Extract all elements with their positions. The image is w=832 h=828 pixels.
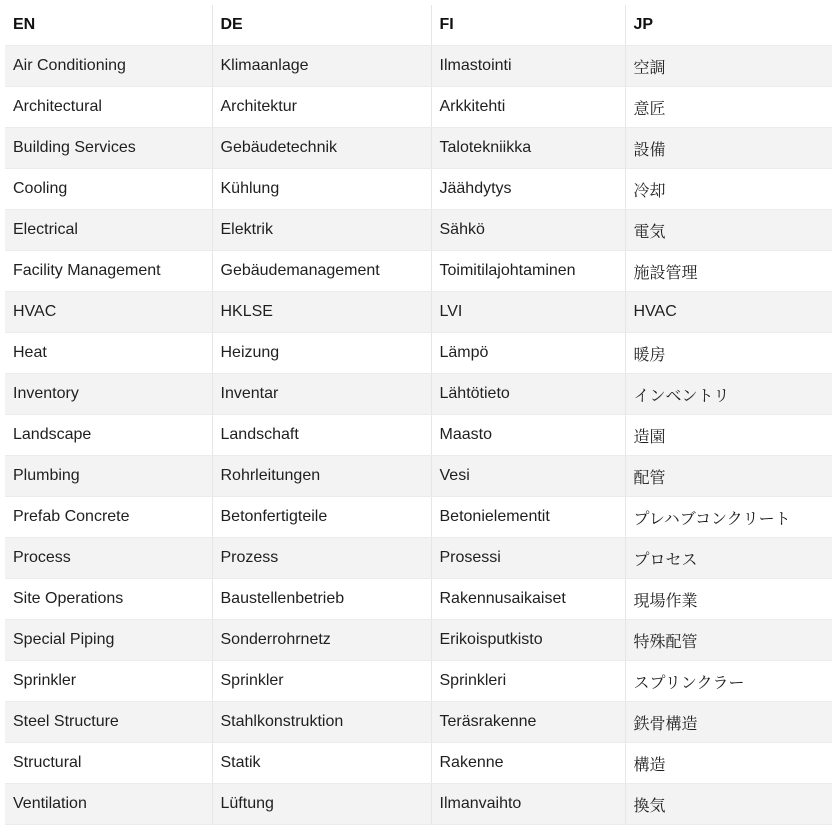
table-cell-de: Architektur	[212, 87, 431, 128]
table-row	[5, 702, 832, 743]
table-cell-fi: Maasto	[431, 415, 625, 456]
table-row	[5, 456, 832, 497]
table-row	[5, 128, 832, 169]
table-cell-en: Ventilation	[5, 784, 212, 825]
table-row	[5, 620, 832, 661]
table-row	[5, 251, 832, 292]
table-row	[5, 210, 832, 251]
table-cell-de: Kühlung	[212, 169, 431, 210]
column-header-fi: FI	[431, 5, 625, 46]
table-cell-jp: インベントリ	[625, 374, 832, 415]
table-cell-de: Betonfertigteile	[212, 497, 431, 538]
table-cell-jp: 設備	[625, 128, 832, 169]
table-cell-fi: Toimitilajohtaminen	[431, 251, 625, 292]
table-row	[5, 46, 832, 87]
table-cell-en: Plumbing	[5, 456, 212, 497]
table-row	[5, 292, 832, 333]
table-cell-de: Gebäudemanagement	[212, 251, 431, 292]
table-row	[5, 87, 832, 128]
table-cell-en: Structural	[5, 743, 212, 784]
table-cell-fi: Erikoisputkisto	[431, 620, 625, 661]
table-row	[5, 169, 832, 210]
table-cell-en: Prefab Concrete	[5, 497, 212, 538]
table-cell-de: Prozess	[212, 538, 431, 579]
table-cell-en: Steel Structure	[5, 702, 212, 743]
table-cell-en: Facility Management	[5, 251, 212, 292]
table-cell-en: Site Operations	[5, 579, 212, 620]
header-row	[5, 5, 832, 46]
table-cell-fi: LVI	[431, 292, 625, 333]
column-header-en: EN	[5, 5, 212, 46]
table-cell-fi: Talotekniikka	[431, 128, 625, 169]
table-cell-fi: Rakenne	[431, 743, 625, 784]
table-cell-jp: プレハブコンクリート	[625, 497, 832, 538]
table-cell-en: Building Services	[5, 128, 212, 169]
table-cell-de: Inventar	[212, 374, 431, 415]
table-cell-jp: 構造	[625, 743, 832, 784]
table-cell-fi: Vesi	[431, 456, 625, 497]
table-cell-jp: 鉄骨構造	[625, 702, 832, 743]
table-cell-jp: HVAC	[625, 292, 832, 333]
table-cell-fi: Ilmastointi	[431, 46, 625, 87]
table-row	[5, 333, 832, 374]
table-body	[5, 46, 832, 825]
table-cell-de: Stahlkonstruktion	[212, 702, 431, 743]
column-header-jp: JP	[625, 5, 832, 46]
table-cell-jp: プロセス	[625, 538, 832, 579]
translation-table	[5, 5, 832, 825]
table-row	[5, 374, 832, 415]
table-cell-fi: Ilmanvaihto	[431, 784, 625, 825]
table-header	[5, 5, 832, 46]
table-cell-jp: 現場作業	[625, 579, 832, 620]
column-header-de: DE	[212, 5, 431, 46]
table-cell-jp: 配管	[625, 456, 832, 497]
table-cell-de: Landschaft	[212, 415, 431, 456]
table-cell-fi: Sähkö	[431, 210, 625, 251]
table-cell-de: Statik	[212, 743, 431, 784]
table-cell-fi: Lämpö	[431, 333, 625, 374]
table-cell-fi: Prosessi	[431, 538, 625, 579]
table-row	[5, 579, 832, 620]
table-cell-fi: Rakennusaikaiset	[431, 579, 625, 620]
table-cell-en: Process	[5, 538, 212, 579]
table-row	[5, 415, 832, 456]
table-cell-jp: 造園	[625, 415, 832, 456]
table-row	[5, 784, 832, 825]
table-cell-en: Air Conditioning	[5, 46, 212, 87]
table-cell-en: Landscape	[5, 415, 212, 456]
table-cell-jp: 暖房	[625, 333, 832, 374]
table-cell-en: HVAC	[5, 292, 212, 333]
table-cell-de: Gebäudetechnik	[212, 128, 431, 169]
table-cell-jp: 換気	[625, 784, 832, 825]
table-cell-fi: Lähtötieto	[431, 374, 625, 415]
table-cell-en: Special Piping	[5, 620, 212, 661]
table-row	[5, 743, 832, 784]
table-cell-jp: 電気	[625, 210, 832, 251]
table-cell-de: Baustellenbetrieb	[212, 579, 431, 620]
table-cell-en: Cooling	[5, 169, 212, 210]
table-cell-jp: スプリンクラー	[625, 661, 832, 702]
table-cell-fi: Sprinkleri	[431, 661, 625, 702]
table-cell-de: Elektrik	[212, 210, 431, 251]
table-cell-de: Sprinkler	[212, 661, 431, 702]
table-cell-jp: 空調	[625, 46, 832, 87]
table-row	[5, 661, 832, 702]
table-cell-jp: 特殊配管	[625, 620, 832, 661]
table-cell-jp: 意匠	[625, 87, 832, 128]
table-cell-en: Inventory	[5, 374, 212, 415]
table-row	[5, 497, 832, 538]
table-cell-de: Heizung	[212, 333, 431, 374]
table-cell-de: Sonderrohrnetz	[212, 620, 431, 661]
table-cell-de: Klimaanlage	[212, 46, 431, 87]
table-cell-de: Rohrleitungen	[212, 456, 431, 497]
table-cell-de: Lüftung	[212, 784, 431, 825]
table-cell-fi: Arkkitehti	[431, 87, 625, 128]
table-cell-fi: Jäähdytys	[431, 169, 625, 210]
table-row	[5, 538, 832, 579]
table-cell-fi: Teräsrakenne	[431, 702, 625, 743]
table-cell-en: Electrical	[5, 210, 212, 251]
table-cell-jp: 施設管理	[625, 251, 832, 292]
table-cell-jp: 冷却	[625, 169, 832, 210]
table-cell-en: Sprinkler	[5, 661, 212, 702]
table-cell-en: Architectural	[5, 87, 212, 128]
table-cell-en: Heat	[5, 333, 212, 374]
table-cell-fi: Betonielementit	[431, 497, 625, 538]
table-cell-de: HKLSE	[212, 292, 431, 333]
translation-table-container	[5, 5, 832, 825]
